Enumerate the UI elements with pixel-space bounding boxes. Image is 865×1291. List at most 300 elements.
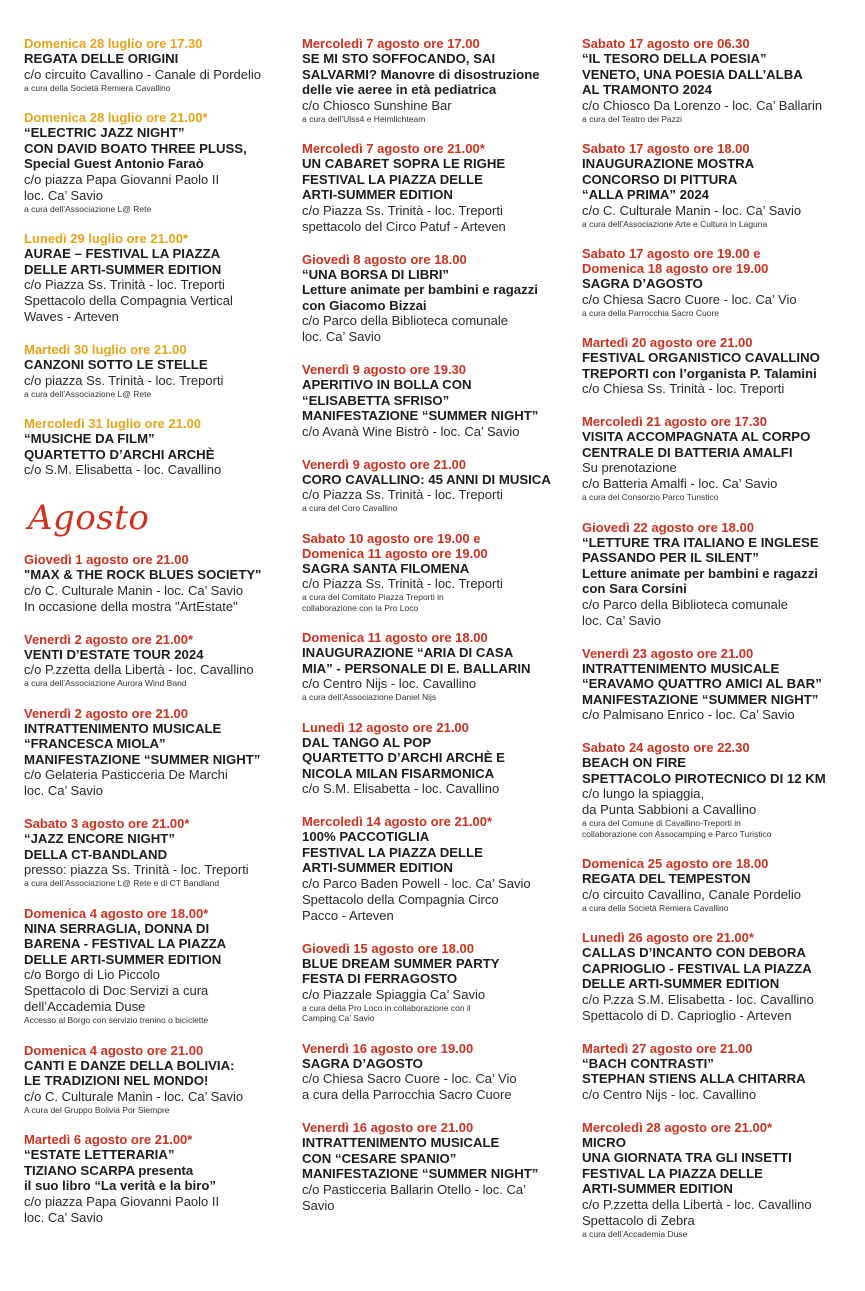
event-date: Mercoledì 31 luglio ore 21.00 bbox=[24, 416, 202, 431]
event-title-line: MANIFESTAZIONE “SUMMER NIGHT” bbox=[582, 691, 819, 707]
event-location-line: c/o Parco della Biblioteca comunale bbox=[302, 313, 508, 328]
event-date: Lunedì 29 luglio ore 21.00* bbox=[24, 231, 188, 246]
event-location bbox=[582, 707, 857, 723]
event-date-line: Sabato 10 agosto ore 19.00 e bbox=[302, 530, 481, 546]
event-note bbox=[582, 1229, 857, 1240]
event-title bbox=[582, 1135, 857, 1197]
event-date: Venerdì 16 agosto ore 19.00 bbox=[302, 1040, 474, 1056]
event-location-line: c/o P.zzetta della Libertà - loc. Cavallino bbox=[582, 1196, 812, 1212]
event-title-line: INTRATTENIMENTO MUSICALE bbox=[302, 1135, 500, 1150]
event-date-line: Sabato 17 agosto ore 19.00 e bbox=[582, 246, 761, 261]
event-location bbox=[302, 1182, 572, 1214]
event-location bbox=[24, 172, 294, 204]
event-title bbox=[302, 829, 572, 876]
event-title bbox=[24, 647, 294, 663]
event-note-line: a cura della Parrocchia Sacro Cuore bbox=[582, 307, 720, 318]
event-title-line: AL TRAMONTO 2024 bbox=[582, 82, 712, 97]
event-location-line: c/o Gelateria Pasticceria De Marchi bbox=[24, 767, 228, 782]
event-title bbox=[302, 156, 572, 203]
event-title bbox=[24, 1058, 294, 1089]
event-date: Domenica 28 luglio ore 17.30 bbox=[24, 36, 203, 51]
event-item bbox=[302, 630, 572, 703]
event-note bbox=[302, 1003, 572, 1024]
event-date: Giovedì 15 agosto ore 18.00 bbox=[302, 940, 474, 956]
event-title-line: “ESTATE LETTERARIA” bbox=[24, 1147, 175, 1162]
event-title bbox=[302, 51, 572, 98]
event-note-line: a cura dell’Associazione Arte e Cultura in Laguna bbox=[582, 218, 768, 229]
event-note bbox=[24, 1105, 294, 1116]
event-date: Giovedì 22 agosto ore 18.00 bbox=[582, 519, 754, 535]
event-note-line: a cura del Comune di Cavallino-Treporti in bbox=[582, 818, 741, 828]
event-location-line: Pacco - Arteven bbox=[302, 907, 394, 923]
event-location bbox=[24, 277, 294, 325]
column-1 bbox=[24, 36, 294, 1243]
event-location-line: In occasione della mostra "ArtEstate" bbox=[24, 598, 238, 614]
event-location bbox=[302, 487, 572, 503]
event-date: Martedì 27 agosto ore 21.00 bbox=[582, 1040, 753, 1056]
event-location-line: c/o lungo la spiaggia, bbox=[582, 786, 705, 801]
event-title bbox=[302, 645, 572, 676]
event-note-line: A cura del Gruppo Bolivia Por Siempre bbox=[24, 1104, 170, 1115]
event-item bbox=[582, 856, 857, 913]
event-title bbox=[302, 1056, 572, 1072]
event-location-line: c/o Batteria Amalfi - loc. Ca’ Savio bbox=[582, 476, 778, 491]
event-location-line: c/o Avanà Wine Bistrò - loc. Ca’ Savio bbox=[302, 423, 520, 439]
event-location-line: loc. Ca’ Savio bbox=[24, 187, 103, 203]
event-title-line: QUARTETTO D’ARCHI ARCHÈ E bbox=[302, 750, 505, 765]
event-location-line: c/o Centro Nijs - loc. Cavallino bbox=[582, 1086, 757, 1102]
event-location bbox=[582, 292, 857, 308]
event-location-line: c/o P.zza S.M. Elisabetta - loc. Cavallino bbox=[582, 991, 814, 1007]
event-date-line: Domenica 18 agosto ore 19.00 bbox=[582, 261, 769, 276]
event-title bbox=[24, 125, 294, 172]
event-item bbox=[24, 1132, 294, 1226]
event-date: Venerdì 16 agosto ore 21.00 bbox=[302, 1120, 474, 1135]
event-title-line: TREPORTI con l’organista P. Talamini bbox=[582, 365, 817, 381]
event-title bbox=[24, 246, 294, 277]
event-note-line: a cura della Società Remiera Cavallino bbox=[582, 902, 729, 913]
event-location-line: presso: piazza Ss. Trinità - loc. Treporti bbox=[24, 862, 249, 877]
event-title bbox=[302, 267, 572, 314]
event-date: Domenica 28 luglio ore 21.00* bbox=[24, 110, 208, 125]
event-title-line: TIZIANO SCARPA presenta bbox=[24, 1162, 194, 1178]
event-title-line: “UNA BORSA DI LIBRI” bbox=[302, 266, 450, 282]
event-location bbox=[582, 1197, 857, 1229]
event-location-line: dell’Accademia Duse bbox=[24, 999, 146, 1014]
event-title-line: “BACH CONTRASTI” bbox=[582, 1055, 714, 1071]
event-item bbox=[24, 1043, 294, 1116]
event-location-line: loc. Ca’ Savio bbox=[24, 1209, 103, 1225]
event-date bbox=[582, 246, 857, 276]
event-location bbox=[24, 583, 294, 615]
event-item bbox=[582, 646, 857, 724]
event-location-line: c/o Piazza Ss. Trinità - loc. Treporti bbox=[24, 277, 225, 292]
event-date: Sabato 17 agosto ore 06.30 bbox=[582, 36, 750, 51]
event-item bbox=[582, 740, 857, 839]
event-title-line: “LETTURE TRA ITALIANO E INGLESE bbox=[582, 534, 819, 550]
event-date: Domenica 11 agosto ore 18.00 bbox=[302, 630, 488, 645]
event-item bbox=[24, 342, 294, 399]
event-note-line: a cura dell’Associazione L@ Rete bbox=[24, 203, 152, 214]
event-title-line: “ELISABETTA SFRISO” bbox=[302, 392, 450, 408]
event-title bbox=[582, 276, 857, 292]
event-location-line: c/o Pasticceria Ballarin Otello - loc. Ca’ bbox=[302, 1181, 526, 1197]
event-location bbox=[582, 203, 857, 219]
event-location-line: c/o Chiesa Sacro Cuore - loc. Ca’ Vio bbox=[302, 1071, 517, 1086]
event-title-line: LE TRADIZIONI NEL MONDO! bbox=[24, 1073, 209, 1088]
event-item bbox=[24, 632, 294, 689]
event-item bbox=[24, 110, 294, 214]
event-location bbox=[302, 313, 572, 345]
event-date: Domenica 4 agosto ore 18.00* bbox=[24, 905, 209, 921]
event-title bbox=[582, 51, 857, 98]
event-item bbox=[24, 552, 294, 615]
event-location bbox=[582, 597, 857, 629]
event-title-line: SAGRA D’AGOSTO bbox=[582, 276, 703, 291]
event-note bbox=[24, 204, 294, 215]
event-location-line: c/o Parco della Biblioteca comunale bbox=[582, 596, 788, 612]
event-note-line: a cura della Pro Loco in collaborazione con il bbox=[302, 1002, 471, 1013]
event-title-line: “FRANCESCA MIOLA” bbox=[24, 736, 166, 751]
event-title-line: DELLE ARTI-SUMMER EDITION bbox=[24, 951, 222, 967]
event-title-line: SE MI STO SOFFOCANDO, SAI bbox=[302, 51, 496, 66]
event-note-line: a cura del Coro Cavallino bbox=[302, 503, 398, 513]
event-title-line: DELLA CT-BANDLAND bbox=[24, 846, 168, 862]
event-title-line: CON “CESARE SPANIO” bbox=[302, 1150, 457, 1166]
event-title-line: “JAZZ ENCORE NIGHT” bbox=[24, 831, 175, 846]
event-note bbox=[582, 492, 857, 503]
event-note-line: a cura dell’Associazione L@ Rete e di CT Bandland bbox=[24, 878, 220, 888]
event-title-line: FESTIVAL LA PIAZZA DELLE bbox=[302, 844, 483, 860]
month-heading: Agosto bbox=[28, 498, 150, 538]
event-location-line: c/o Chiesa Sacro Cuore - loc. Ca’ Vio bbox=[582, 291, 797, 307]
event-item bbox=[302, 362, 572, 440]
event-title-line: DELLE ARTI-SUMMER EDITION bbox=[24, 261, 222, 277]
event-note bbox=[24, 1015, 294, 1026]
event-title-line: DAL TANGO AL POP bbox=[302, 734, 432, 750]
event-title-line: PASSANDO PER IL SILENT” bbox=[582, 550, 759, 565]
event-title-line: il suo libro “La verità e la biro” bbox=[24, 1178, 216, 1193]
event-title bbox=[24, 721, 294, 768]
event-item bbox=[302, 36, 572, 124]
event-item bbox=[24, 906, 294, 1026]
event-note bbox=[24, 389, 294, 400]
event-location bbox=[24, 662, 294, 678]
event-title bbox=[302, 1135, 572, 1182]
event-title-line: MANIFESTAZIONE “SUMMER NIGHT” bbox=[302, 1166, 539, 1181]
event-location bbox=[24, 767, 294, 799]
event-date: Mercoledì 28 agosto ore 21.00* bbox=[582, 1119, 773, 1135]
event-title-line: DELLE ARTI-SUMMER EDITION bbox=[582, 976, 780, 991]
event-location-line: c/o Chiosco Sunshine Bar bbox=[302, 97, 452, 113]
event-location bbox=[302, 1071, 572, 1103]
event-date: Sabato 3 agosto ore 21.00* bbox=[24, 816, 190, 831]
event-location bbox=[302, 876, 572, 924]
event-date: Mercoledì 7 agosto ore 21.00* bbox=[302, 141, 485, 156]
event-item bbox=[24, 816, 294, 889]
column-3 bbox=[582, 36, 857, 1256]
event-item bbox=[302, 457, 572, 514]
event-title-line: ARTI-SUMMER EDITION bbox=[302, 187, 453, 202]
event-title-line: “ALLA PRIMA” 2024 bbox=[582, 187, 710, 202]
event-item bbox=[302, 941, 572, 1024]
event-title bbox=[302, 735, 572, 782]
event-location-line: Spettacolo di Zebra bbox=[582, 1212, 695, 1228]
event-date: Sabato 17 agosto ore 18.00 bbox=[582, 141, 750, 156]
event-date: Martedì 6 agosto ore 21.00* bbox=[24, 1132, 193, 1147]
event-title-line: REGATA DEL TEMPESTON bbox=[582, 871, 751, 886]
event-title-line: MANIFESTAZIONE “SUMMER NIGHT” bbox=[302, 408, 539, 423]
event-item bbox=[582, 246, 857, 318]
event-item bbox=[24, 36, 294, 93]
event-title-line: MANIFESTAZIONE “SUMMER NIGHT” bbox=[24, 751, 261, 767]
event-title bbox=[302, 956, 572, 987]
event-title-line: SALVARMI? Manovre di disostruzione bbox=[302, 66, 540, 82]
event-item bbox=[582, 36, 857, 124]
event-item bbox=[302, 531, 572, 614]
event-location-line: Spettacolo di Doc Servizi a cura bbox=[24, 983, 209, 998]
event-title-line: STEPHAN STIENS ALLA CHITARRA bbox=[582, 1071, 806, 1086]
event-date: Domenica 4 agosto ore 21.00 bbox=[24, 1042, 204, 1058]
event-item bbox=[302, 1120, 572, 1214]
event-location bbox=[24, 1089, 294, 1105]
event-title-line: CAPRIOGLIO - FESTIVAL LA PIAZZA bbox=[582, 960, 812, 976]
event-note-line: a cura del Comitato Piazza Treporti in bbox=[302, 592, 444, 602]
event-title-line: INTRATTENIMENTO MUSICALE bbox=[24, 720, 222, 736]
event-location-line: loc. Ca’ Savio bbox=[582, 612, 661, 628]
event-title bbox=[582, 871, 857, 887]
event-note bbox=[582, 818, 857, 839]
event-location-line: loc. Ca’ Savio bbox=[302, 329, 381, 344]
event-title bbox=[302, 377, 572, 424]
event-title-line: 100% PACCOTIGLIA bbox=[302, 829, 430, 844]
event-note-line: a cura del Teatro dei Pazzi bbox=[582, 113, 683, 124]
event-location bbox=[302, 781, 572, 797]
event-item bbox=[302, 141, 572, 235]
event-title-line: FESTIVAL ORGANISTICO CAVALLINO bbox=[582, 350, 820, 365]
event-title-line: NICOLA MILAN FISARMONICA bbox=[302, 765, 495, 781]
event-note bbox=[302, 692, 572, 703]
event-location-line: Savio bbox=[302, 1197, 335, 1213]
event-location-line: a cura della Parrocchia Sacro Cuore bbox=[302, 1087, 512, 1102]
event-title bbox=[582, 661, 857, 708]
event-note-line: a cura dell’Associazione L@ Rete bbox=[24, 388, 152, 399]
event-date: Lunedì 12 agosto ore 21.00 bbox=[302, 719, 469, 735]
event-title-line: con Sara Corsini bbox=[582, 581, 687, 596]
event-title-line: CANZONI SOTTO LE STELLE bbox=[24, 357, 208, 372]
column-2 bbox=[302, 36, 572, 1231]
event-title-line: CANTI E DANZE DELLA BOLIVIA: bbox=[24, 1057, 235, 1073]
event-date: Venerdì 23 agosto ore 21.00 bbox=[582, 645, 754, 661]
event-item bbox=[582, 141, 857, 229]
event-title bbox=[582, 1056, 857, 1087]
event-location bbox=[24, 373, 294, 389]
event-note bbox=[24, 678, 294, 689]
event-note-line: Camping Ca’ Savio bbox=[302, 1013, 375, 1023]
event-location-line: loc. Ca’ Savio bbox=[24, 783, 103, 798]
event-title bbox=[582, 945, 857, 992]
event-title-line: FESTIVAL LA PIAZZA DELLE bbox=[582, 1165, 763, 1181]
event-title-line: QUARTETTO D’ARCHI ARCHÈ bbox=[24, 446, 215, 462]
event-location-line: c/o S.M. Elisabetta - loc. Cavallino bbox=[24, 462, 222, 477]
event-item bbox=[302, 1041, 572, 1104]
event-note-line: Accesso al Borgo con servizio trenino o biciclette bbox=[24, 1015, 209, 1025]
event-note bbox=[302, 503, 572, 514]
event-item bbox=[24, 416, 294, 478]
event-location-line: c/o Chiesa Ss. Trinità - loc. Treporti bbox=[582, 381, 785, 396]
july-events bbox=[24, 36, 294, 478]
event-location-line: c/o Piazza Ss. Trinità - loc. Treporti bbox=[302, 487, 503, 502]
event-title-line: BARENA - FESTIVAL LA PIAZZA bbox=[24, 936, 227, 951]
event-note-line: a cura della Società Remiera Cavallino bbox=[24, 82, 171, 93]
event-location bbox=[24, 462, 294, 478]
event-date: Lunedì 26 agosto ore 21.00* bbox=[582, 930, 754, 945]
august-events bbox=[24, 552, 294, 1226]
event-location-line: c/o piazza Papa Giovanni Paolo II bbox=[24, 171, 220, 187]
event-location-line: Spettacolo di D. Caprioglio - Arteven bbox=[582, 1007, 792, 1023]
event-title bbox=[24, 921, 294, 968]
event-title-line: SAGRA D’AGOSTO bbox=[302, 1055, 423, 1071]
event-item bbox=[302, 720, 572, 798]
event-location-line: c/o Piazza Ss. Trinità - loc. Treporti bbox=[302, 576, 503, 591]
event-note bbox=[582, 114, 857, 125]
event-title bbox=[582, 156, 857, 203]
event-location-line: c/o piazza Papa Giovanni Paolo II bbox=[24, 1193, 220, 1209]
event-title bbox=[302, 472, 572, 488]
event-note bbox=[582, 308, 857, 319]
event-note bbox=[302, 592, 572, 613]
event-location-line: c/o Parco Baden Powell - loc. Ca’ Savio bbox=[302, 875, 531, 891]
event-title bbox=[582, 535, 857, 597]
event-date: Sabato 24 agosto ore 22.30 bbox=[582, 740, 750, 755]
event-note bbox=[24, 83, 294, 94]
event-title bbox=[582, 755, 857, 786]
event-title-line: “ERAVAMO QUATTRO AMICI AL BAR” bbox=[582, 676, 822, 691]
event-date: Giovedì 1 agosto ore 21.00 bbox=[24, 552, 189, 567]
event-location bbox=[302, 98, 572, 114]
event-location-line: Waves - Arteven bbox=[24, 309, 119, 324]
event-title-line: ARTI-SUMMER EDITION bbox=[302, 860, 453, 875]
event-location-line: Spettacolo della Compagnia Vertical bbox=[24, 293, 233, 308]
event-title-line: “ELECTRIC JAZZ NIGHT” bbox=[24, 125, 185, 140]
august-events bbox=[582, 36, 857, 1239]
event-location bbox=[582, 381, 857, 397]
event-title-line: REGATA DELLE ORIGINI bbox=[24, 51, 179, 66]
event-location-line: spettacolo del Circo Patuf - Arteven bbox=[302, 218, 506, 234]
event-item bbox=[582, 930, 857, 1024]
event-date: Venerdì 9 agosto ore 21.00 bbox=[302, 456, 467, 472]
event-title-line: UN CABARET SOPRA LE RIGHE bbox=[302, 156, 506, 171]
event-title bbox=[582, 350, 857, 381]
event-title-line: ARTI-SUMMER EDITION bbox=[582, 1181, 733, 1196]
event-title-line: APERITIVO IN BOLLA CON bbox=[302, 377, 472, 392]
event-item bbox=[24, 231, 294, 325]
event-note-line: a cura dell’Associazione Aurora Wind Band bbox=[24, 678, 187, 688]
event-title-line: MICRO bbox=[582, 1134, 626, 1150]
event-title-line: con Giacomo Bizzai bbox=[302, 297, 427, 313]
event-item bbox=[582, 414, 857, 503]
event-location-line: c/o Centro Nijs - loc. Cavallino bbox=[302, 676, 477, 691]
event-note-line: a cura dell’Ulss4 e Heimlichteam bbox=[302, 113, 426, 124]
event-location-line: c/o circuito Cavallino - Canale di Pordelio bbox=[24, 66, 262, 82]
event-location bbox=[302, 987, 572, 1003]
event-title-line: CON DAVID BOATO THREE PLUSS, bbox=[24, 140, 247, 156]
event-title bbox=[302, 561, 572, 577]
event-date: Domenica 25 agosto ore 18.00 bbox=[582, 856, 769, 871]
event-title-line: INAUGURAZIONE “ARIA DI CASA bbox=[302, 645, 514, 660]
event-note-line: collaborazione con Assocamping e Parco Turistico bbox=[582, 828, 772, 839]
event-title-line: "MAX & THE ROCK BLUES SOCIETY" bbox=[24, 567, 262, 582]
event-title bbox=[24, 1147, 294, 1194]
event-item bbox=[24, 706, 294, 800]
event-item bbox=[302, 252, 572, 346]
event-item bbox=[582, 1120, 857, 1240]
event-location-line: c/o piazza Ss. Trinità - loc. Treporti bbox=[24, 372, 224, 388]
event-item bbox=[302, 814, 572, 924]
event-date: Mercoledì 7 agosto ore 17.00 bbox=[302, 36, 480, 51]
event-title-line: FESTA DI FERRAGOSTO bbox=[302, 971, 458, 986]
event-location bbox=[582, 98, 857, 114]
event-location bbox=[582, 460, 857, 492]
event-item bbox=[582, 335, 857, 397]
event-location bbox=[582, 887, 857, 903]
event-title-line: VISITA ACCOMPAGNATA AL CORPO bbox=[582, 429, 811, 444]
event-date: Mercoledì 14 agosto ore 21.00* bbox=[302, 814, 493, 829]
event-date-line: Domenica 11 agosto ore 19.00 bbox=[302, 545, 488, 561]
event-note-line: a cura dell’Accademia Duse bbox=[582, 1228, 688, 1239]
event-title-line: VENETO, UNA POESIA DALL’ALBA bbox=[582, 66, 803, 82]
event-date bbox=[302, 531, 572, 561]
event-title-line: CONCORSO DI PITTURA bbox=[582, 171, 738, 187]
event-title bbox=[24, 831, 294, 862]
event-location-line: c/o S.M. Elisabetta - loc. Cavallino bbox=[302, 781, 500, 796]
event-note bbox=[582, 219, 857, 230]
event-note-line: a cura dell’Associazione Daniel Nijs bbox=[302, 692, 437, 702]
event-location-line: c/o P.zzetta della Libertà - loc. Cavallino bbox=[24, 662, 254, 677]
event-location-line: c/o Piazzale Spiaggia Ca’ Savio bbox=[302, 986, 486, 1002]
event-item bbox=[582, 520, 857, 629]
event-note bbox=[582, 903, 857, 914]
event-date: Venerdì 2 agosto ore 21.00 bbox=[24, 705, 189, 721]
event-location-line: Spettacolo della Compagnia Circo bbox=[302, 891, 499, 907]
event-location bbox=[24, 1194, 294, 1226]
event-title-line: VENTI D’ESTATE TOUR 2024 bbox=[24, 646, 204, 662]
event-location bbox=[582, 786, 857, 818]
event-item bbox=[582, 1041, 857, 1103]
event-location bbox=[302, 203, 572, 235]
event-date: Venerdì 9 agosto ore 19.30 bbox=[302, 362, 467, 377]
event-location bbox=[582, 992, 857, 1024]
event-title-line: SAGRA SANTA FILOMENA bbox=[302, 560, 470, 576]
event-location bbox=[302, 676, 572, 692]
event-location-line: Su prenotazione bbox=[582, 460, 677, 475]
event-title-line: “IL TESORO DELLA POESIA” bbox=[582, 51, 767, 66]
event-title-line: INTRATTENIMENTO MUSICALE bbox=[582, 660, 780, 676]
event-title bbox=[24, 51, 294, 67]
event-date: Martedì 20 agosto ore 21.00 bbox=[582, 335, 753, 350]
event-title bbox=[24, 357, 294, 373]
event-location-line: c/o C. Culturale Manin - loc. Ca’ Savio bbox=[24, 1088, 244, 1104]
event-title-line: Letture animate per bambini e ragazzi bbox=[582, 565, 818, 581]
event-location-line: c/o C. Culturale Manin - loc. Ca’ Savio bbox=[24, 582, 244, 598]
event-location-line: da Punta Sabbioni a Cavallino bbox=[582, 802, 757, 817]
event-location bbox=[24, 862, 294, 878]
event-title-line: BEACH ON FIRE bbox=[582, 755, 687, 770]
event-location-line: c/o C. Culturale Manin - loc. Ca’ Savio bbox=[582, 202, 802, 218]
event-title-line: CORO CAVALLINO: 45 ANNI DI MUSICA bbox=[302, 471, 551, 487]
event-title-line: INAUGURAZIONE MOSTRA bbox=[582, 156, 755, 171]
event-date: Giovedì 8 agosto ore 18.00 bbox=[302, 251, 467, 267]
